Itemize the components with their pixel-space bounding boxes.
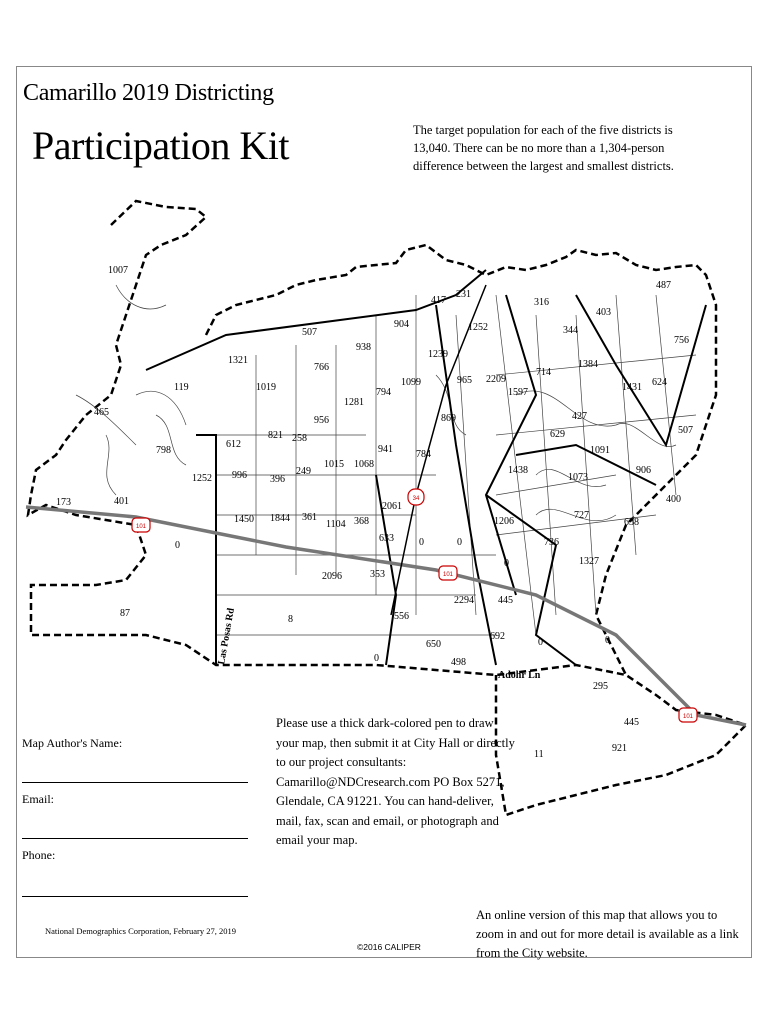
caliper-credit: ©2016 CALIPER (357, 942, 421, 952)
block-population-label: 258 (292, 433, 307, 444)
road-label-adohr: Adohr Ln (498, 670, 541, 681)
block-population-label: 650 (426, 639, 441, 650)
block-population-label: 1073 (568, 472, 588, 483)
block-population-label: 465 (94, 407, 109, 418)
block-population-label: 921 (612, 743, 627, 754)
block-population-label: 1104 (326, 519, 346, 530)
block-population-label: 612 (226, 439, 241, 450)
road-label-las-posas: Las Posas Rd (216, 607, 237, 666)
block-population-label: 2209 (486, 374, 506, 385)
block-population-label: 1015 (324, 459, 344, 470)
block-population-label: 401 (114, 496, 129, 507)
block-population-label: 0 (504, 558, 509, 569)
block-population-label: 965 (457, 375, 472, 386)
block-population-label: 624 (652, 377, 667, 388)
block-population-label: 794 (376, 387, 391, 398)
block-population-label: 1007 (108, 265, 128, 276)
block-population-label: 2096 (322, 571, 342, 582)
block-population-label: 638 (624, 517, 639, 528)
block-population-label: 798 (156, 445, 171, 456)
block-population-label: 353 (370, 569, 385, 580)
block-population-label: 445 (624, 717, 639, 728)
block-population-label: 1252 (192, 473, 212, 484)
block-population-label: 316 (534, 297, 549, 308)
online-version-note: An online version of this map that allows you to zoom in and out for more detail is available as a link from the City website. (476, 908, 739, 960)
block-population-label: 821 (268, 430, 283, 441)
block-population-label: 0 (457, 537, 462, 548)
author-name-field[interactable] (22, 782, 248, 783)
block-population-label: 231 (456, 289, 471, 300)
block-population-label: 119 (174, 382, 189, 393)
block-population-label: 1068 (354, 459, 374, 470)
kit-title: Participation Kit (32, 123, 290, 168)
block-population-label: 2294 (454, 595, 474, 606)
block-population-label: 1099 (401, 377, 421, 388)
phone-field[interactable] (22, 896, 248, 897)
block-population-label: 0 (374, 653, 379, 664)
block-population-label: 1844 (270, 513, 290, 524)
block-population-label: 629 (550, 429, 565, 440)
author-name-label: Map Author's Name: (22, 736, 123, 750)
block-population-label: 941 (378, 444, 393, 455)
block-population-label: 956 (314, 415, 329, 426)
block-population-label: 1450 (234, 514, 254, 525)
block-population-label: 938 (356, 342, 371, 353)
block-population-label: 427 (572, 411, 587, 422)
street-network (76, 285, 696, 635)
block-population-label: 1281 (344, 397, 364, 408)
block-population-label: 507 (302, 327, 317, 338)
shield-label: 101 (135, 524, 147, 530)
block-population-label: 1384 (578, 359, 598, 370)
block-population-label: 1327 (579, 556, 599, 567)
block-population-label: 869 (441, 413, 456, 424)
kit-subtitle: Camarillo 2019 Districting (23, 80, 274, 106)
block-population-label: 344 (563, 325, 578, 336)
block-population-label: 1019 (256, 382, 276, 393)
block-population-label: 1597 (508, 387, 528, 398)
block-population-label: 904 (394, 319, 409, 330)
block-population-label: 368 (354, 516, 369, 527)
block-population-label: 11 (534, 749, 544, 760)
block-population-label: 1252 (468, 322, 488, 333)
block-population-label: 0 (419, 537, 424, 548)
block-population-label: 1206 (494, 516, 514, 527)
block-population-label: 1431 (622, 382, 642, 393)
block-population-label: 507 (678, 425, 693, 436)
shield-label: 34 (412, 496, 420, 502)
block-population-label: 396 (270, 474, 285, 485)
block-population-label: 445 (498, 595, 513, 606)
block-population-label: 2061 (382, 501, 402, 512)
block-population-label: 87 (120, 608, 130, 619)
submission-instructions: Please use a thick dark-colored pen to draw your map, then submit it at City Hall or directly to our project consultants: Camarillo@NDCresearch.com PO Box 5271, Glendale, CA 91221. You can hand-deliver, mail, fax, scan and email, or photograph and email your map. (276, 716, 515, 847)
email-field[interactable] (22, 838, 248, 839)
block-population-label: 417 (431, 295, 446, 306)
block-population-label: 295 (593, 681, 608, 692)
block-population-label: 403 (596, 307, 611, 318)
block-population-label: 996 (232, 470, 247, 481)
block-population-label: 756 (674, 335, 689, 346)
phone-label: Phone: (22, 848, 56, 862)
block-population-label: 766 (314, 362, 329, 373)
block-population-label: 1239 (428, 349, 448, 360)
block-population-label: 906 (636, 465, 651, 476)
ndc-credit: National Demographics Corporation, February 27, 2019 (45, 926, 236, 936)
block-labels (56, 265, 693, 760)
block-population-label: 361 (302, 512, 317, 523)
block-population-label: 1091 (590, 445, 610, 456)
block-population-label: 1321 (228, 355, 248, 366)
target-population-text: The target population for each of the five districts is 13,040. There can be no more than a 1,304-person difference between the largest and smallest districts. (413, 123, 674, 173)
shield-label: 101 (682, 714, 694, 720)
block-population-label: 0 (605, 635, 610, 646)
block-population-label: 556 (394, 611, 409, 622)
block-population-label: 633 (379, 533, 394, 544)
block-population-label: 0 (538, 637, 543, 648)
block-population-label: 727 (574, 510, 589, 521)
block-population-label: 487 (656, 280, 671, 291)
block-population-label: 692 (490, 631, 505, 642)
district-lines (146, 270, 706, 665)
block-population-label: 736 (544, 537, 559, 548)
block-population-label: 8 (288, 614, 293, 625)
block-population-label: 173 (56, 497, 71, 508)
block-population-label: 1438 (508, 465, 528, 476)
block-population-label: 400 (666, 494, 681, 505)
shield-label: 101 (442, 572, 454, 578)
block-population-label: 249 (296, 466, 311, 477)
block-population-label: 0 (175, 540, 180, 551)
block-population-label: 784 (416, 449, 431, 460)
block-population-label: 714 (536, 367, 551, 378)
email-label: Email: (22, 792, 54, 806)
block-population-label: 498 (451, 657, 466, 668)
